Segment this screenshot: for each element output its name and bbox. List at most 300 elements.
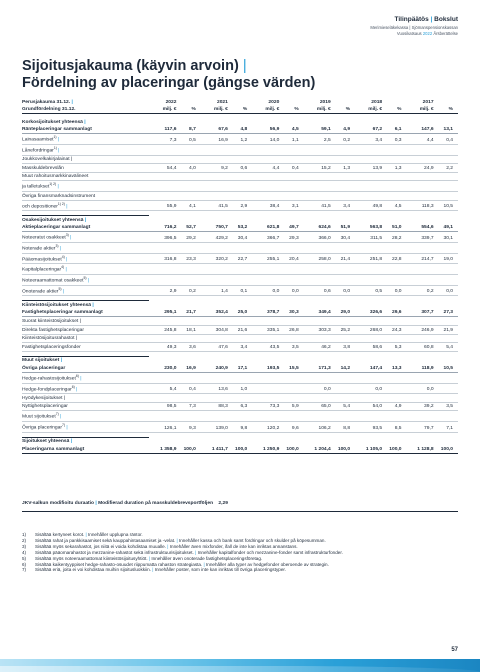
section-title-text: Korkosijoitukset yhteensä (22, 119, 83, 125)
empty-cell (304, 437, 332, 445)
percent-cell: 1,2 (229, 134, 252, 145)
value-cell (149, 411, 177, 422)
header-fi: Perusjakauma 31.12. (22, 99, 71, 105)
section-title-row (22, 216, 458, 224)
value-cell (355, 274, 383, 285)
footnote-separator: | (175, 537, 179, 543)
percent-cell (280, 192, 303, 201)
empty-cell (435, 301, 458, 309)
value-cell (304, 411, 332, 422)
empty-cell (149, 301, 177, 309)
page-header (370, 16, 458, 36)
row-label (22, 422, 149, 433)
empty-cell (280, 301, 303, 309)
percent-cell (280, 394, 303, 403)
percent-cell: 2,2 (435, 164, 458, 173)
percent-cell: 27,3 (435, 309, 458, 317)
empty-cell (252, 301, 280, 309)
percent-cell (177, 274, 200, 285)
percent-cell: 10,5 (435, 200, 458, 211)
value-cell: 47,6 (201, 343, 229, 352)
value-cell: 46,2 (304, 343, 332, 352)
percent-cell: 21,4 (332, 253, 355, 264)
section-title-sv: Övriga placeringar (22, 364, 149, 372)
value-cell (355, 394, 383, 403)
footnote-separator: | (84, 532, 89, 537)
value-cell (201, 394, 229, 403)
row-separator: | (64, 267, 67, 273)
percent-cell: 3,4 (332, 200, 355, 211)
footnote-ref: 1) 2) (49, 182, 57, 187)
value-cell (149, 394, 177, 403)
value-cell (201, 317, 229, 326)
empty-cell (407, 437, 435, 445)
value-cell (407, 334, 435, 343)
footnote-number: 4) (22, 549, 27, 555)
percent-cell: 0,0 (383, 285, 406, 296)
row-separator: | (86, 278, 90, 284)
empty-cell (280, 437, 303, 445)
percent-cell (229, 192, 252, 201)
empty-cell (383, 216, 406, 224)
row-separator: | (58, 415, 62, 420)
percent-cell: 30,4 (229, 232, 252, 243)
value-cell (149, 181, 177, 192)
section-separator: | (83, 217, 87, 223)
percent-cell: 29,3 (280, 232, 303, 243)
value-cell: 352,4 (201, 309, 229, 317)
value-cell (149, 264, 177, 275)
section-separator: | (91, 302, 94, 308)
percent-cell: 49,1 (435, 224, 458, 232)
row-label (22, 394, 149, 403)
empty-cell (149, 437, 177, 445)
header-separator: | (70, 99, 73, 105)
footnote-separator: | (166, 543, 170, 549)
value-cell (355, 192, 383, 201)
value-cell: 0,2 (407, 285, 435, 296)
row-label (22, 155, 149, 164)
header-separator: | (430, 16, 433, 23)
empty-cell (435, 437, 458, 445)
grand-total-separator: | (69, 439, 73, 445)
value-cell: 339,7 (407, 232, 435, 243)
value-cell: 214,7 (407, 253, 435, 264)
unit-pct: % (332, 106, 355, 114)
percent-cell: 5,9 (280, 402, 303, 411)
percent-cell: 21,9 (435, 325, 458, 334)
page-title (22, 58, 315, 92)
title-separator: | (242, 58, 247, 74)
year-header: 2020 (268, 99, 280, 105)
footnote-fi: Sisältää kaikentyyppiset hedge-rahasto-osuudet riippumatta rahaston strategiasta. (35, 561, 203, 567)
empty-cell (177, 301, 200, 309)
value-cell: 1 204,4 (304, 445, 332, 453)
row-label-text: Pääomasijoitukset (22, 257, 62, 263)
section-title-text: Kiinteistösijoitukset yhteensä (22, 302, 92, 308)
value-cell: 624,6 (304, 224, 332, 232)
row-label (22, 372, 149, 383)
section-title-text: Muut sijoitukset (22, 358, 60, 364)
empty-cell (201, 437, 229, 445)
empty-cell (252, 118, 280, 126)
footnote-number: 6) (22, 561, 27, 567)
value-cell: 98,5 (149, 402, 177, 411)
row-separator: | (58, 246, 62, 252)
footnote-sv: Innehåller upplupna räntor. (88, 532, 143, 537)
empty-cell (201, 356, 229, 364)
row-label (22, 264, 149, 275)
percent-cell (332, 145, 355, 156)
percent-cell: 24,3 (383, 325, 406, 334)
percent-cell (383, 264, 406, 275)
percent-cell: 2,9 (229, 200, 252, 211)
unit-eur: milj. € (355, 106, 383, 114)
row-label (22, 325, 149, 334)
table-row (22, 422, 458, 433)
value-cell: 1 105,0 (355, 445, 383, 453)
percent-cell (332, 383, 355, 394)
value-cell (252, 192, 280, 201)
value-cell: 1 128,8 (407, 445, 435, 453)
value-cell: 621,8 (252, 224, 280, 232)
table-header-row (22, 98, 458, 106)
value-cell (201, 274, 229, 285)
empty-cell (229, 301, 252, 309)
empty-cell (252, 216, 280, 224)
section-title-row (22, 356, 458, 364)
value-cell: 251,8 (355, 253, 383, 264)
percent-cell (332, 243, 355, 254)
value-cell (252, 145, 280, 156)
row-label (22, 253, 149, 264)
row-separator: | (64, 204, 68, 210)
value-cell (355, 264, 383, 275)
footnote-ref: 1) 2) (57, 201, 65, 206)
percent-cell: 13,3 (383, 364, 406, 372)
percent-cell (229, 317, 252, 326)
value-cell: 0,0 (355, 383, 383, 394)
percent-cell (435, 145, 458, 156)
percent-cell (229, 411, 252, 422)
value-cell: 311,5 (355, 232, 383, 243)
value-cell (355, 334, 383, 343)
row-label-text: Noterade aktier (22, 246, 56, 252)
footnote-fi: Sisältää rahat ja pankkisaamiset sekä kauppahintasaamiset ja -velat. (35, 537, 176, 543)
row-label-text: Lainasaamiset (22, 138, 54, 143)
value-cell (407, 145, 435, 156)
percent-cell (177, 317, 200, 326)
percent-cell: 51,0 (383, 224, 406, 232)
row-label-text: Onoterade aktier (22, 289, 59, 295)
percent-cell (332, 274, 355, 285)
percent-cell: 5,3 (383, 343, 406, 352)
value-cell (355, 172, 383, 181)
footnote-sv: Innehåller kassa och bank samt fordringar och skulder på köpesumman. (178, 537, 326, 543)
grand-total-row (22, 445, 458, 453)
empty-cell (332, 437, 355, 445)
value-cell: 15,2 (304, 164, 332, 173)
percent-cell (280, 372, 303, 383)
percent-cell (229, 334, 252, 343)
table-row (22, 243, 458, 254)
percent-cell: 22,7 (229, 253, 252, 264)
duration-value: 2,29 (218, 501, 228, 506)
percent-cell: 3,6 (177, 343, 200, 352)
value-cell: 230,0 (149, 364, 177, 372)
percent-cell (229, 372, 252, 383)
year-header-spacer (229, 98, 252, 106)
value-cell (407, 372, 435, 383)
value-cell: 60,8 (407, 343, 435, 352)
footnote-number: 2) (22, 537, 27, 543)
value-cell: 9,2 (201, 164, 229, 173)
percent-cell: 1,3 (383, 164, 406, 173)
percent-cell (332, 411, 355, 422)
empty-cell (201, 301, 229, 309)
value-cell: 295,1 (149, 309, 177, 317)
value-cell: 67,2 (355, 126, 383, 134)
value-cell (149, 243, 177, 254)
percent-cell (383, 172, 406, 181)
empty-cell (304, 216, 332, 224)
value-cell (304, 372, 332, 383)
footnote-sv: Innehåller alla typer av hedgefonder oberoende av strategin. (206, 561, 329, 567)
footnotes (22, 532, 452, 573)
footnote-ref: 5) (58, 286, 62, 291)
row-label (22, 172, 149, 181)
value-cell: 246,9 (407, 325, 435, 334)
value-cell: 0,0 (304, 383, 332, 394)
value-cell (149, 155, 177, 164)
section-title-text: Osakesijoitukset yhteensä (22, 217, 84, 223)
row-label (22, 232, 149, 243)
percent-cell (280, 334, 303, 343)
section-title-row (22, 118, 458, 126)
section-title-fi (22, 301, 149, 309)
value-cell (252, 243, 280, 254)
percent-cell (435, 192, 458, 201)
percent-cell (177, 243, 200, 254)
percent-cell (383, 181, 406, 192)
percent-cell (229, 243, 252, 254)
empty-cell (355, 301, 383, 309)
value-cell (304, 155, 332, 164)
value-cell (201, 243, 229, 254)
row-label-text: Noteeratut osakkeet (22, 236, 66, 242)
value-cell: 255,1 (252, 253, 280, 264)
value-cell (201, 181, 229, 192)
empty-cell (304, 301, 332, 309)
value-cell: 554,6 (407, 224, 435, 232)
row-separator: | (74, 387, 78, 393)
percent-cell: 29,6 (383, 309, 406, 317)
value-cell: 88,3 (201, 402, 229, 411)
empty-cell (177, 356, 200, 364)
percent-cell: 9,6 (280, 422, 303, 433)
value-cell: 1 250,9 (252, 445, 280, 453)
grand-total-text: Sijoitukset yhteensä (22, 439, 70, 445)
percent-cell: 17,1 (229, 364, 252, 372)
percent-cell: 30,3 (280, 309, 303, 317)
percent-cell: 15,5 (280, 364, 303, 372)
year-header-spacer (280, 98, 303, 106)
percent-cell: 25,0 (229, 309, 252, 317)
percent-cell (177, 264, 200, 275)
value-cell: 304,8 (201, 325, 229, 334)
percent-cell (332, 172, 355, 181)
value-cell: 58,6 (355, 343, 383, 352)
value-cell: 303,3 (304, 325, 332, 334)
table-row (22, 343, 458, 352)
unit-eur: milj. € (252, 106, 280, 114)
percent-cell: 1,0 (229, 383, 252, 394)
percent-cell (229, 394, 252, 403)
percent-cell: 4,9 (383, 402, 406, 411)
empty-cell (280, 356, 303, 364)
value-cell (355, 411, 383, 422)
value-cell: 240,9 (201, 364, 229, 372)
percent-cell (280, 181, 303, 192)
value-cell (201, 145, 229, 156)
value-cell: 0,5 (355, 285, 383, 296)
row-label (22, 181, 149, 192)
footnote-number: 1) (22, 532, 27, 537)
section-title-sv: Aktieplaceringar sammanlagt (22, 224, 149, 232)
table-header-label (22, 98, 149, 106)
value-cell (304, 172, 332, 181)
empty-cell (229, 118, 252, 126)
row-label-text: Övriga finansmarknadsinstrument (22, 193, 96, 199)
row-label-text: Joukkovelkakirjalainat | (22, 157, 73, 163)
empty-cell (332, 301, 355, 309)
value-cell: 5,4 (149, 383, 177, 394)
empty-cell (332, 216, 355, 224)
table-row (22, 383, 458, 394)
percent-cell: 29,0 (332, 309, 355, 317)
table-row (22, 181, 458, 192)
footnote-ref: 5) (83, 275, 87, 280)
value-cell: 0,0 (407, 383, 435, 394)
row-label-text: Lånefordringar (22, 148, 54, 154)
grand-total-title-row (22, 437, 458, 445)
row-label-text: Kapitalplaceringar (22, 267, 62, 273)
table-row (22, 402, 458, 411)
row-label (22, 145, 149, 156)
row-label-text: Noteeraamattomat osakkeet (22, 278, 84, 284)
percent-cell (383, 334, 406, 343)
footnote-ref: 3) (65, 233, 69, 238)
footnote-ref: 3) (55, 244, 59, 249)
value-cell: 41,5 (304, 200, 332, 211)
percent-cell: 4,1 (177, 200, 200, 211)
percent-cell: 1,3 (332, 164, 355, 173)
row-separator: | (56, 138, 60, 143)
value-cell (355, 181, 383, 192)
unit-pct: % (383, 106, 406, 114)
row-separator: | (78, 376, 82, 382)
percent-cell: 6,3 (229, 402, 252, 411)
table-row (22, 264, 458, 275)
value-cell: 378,7 (252, 309, 280, 317)
percent-cell (177, 145, 200, 156)
percent-cell: 0,1 (229, 285, 252, 296)
footnote-ref: 7) (55, 412, 59, 417)
row-label-text: Hedge-fondplaceringar (22, 387, 72, 393)
percent-cell: 0,4 (280, 164, 303, 173)
section-separator: | (82, 119, 86, 125)
footnote-separator: | (202, 561, 207, 567)
percent-cell (383, 394, 406, 403)
percent-cell: 3,5 (435, 402, 458, 411)
table-row (22, 172, 458, 181)
empty-cell (355, 118, 383, 126)
table-row (22, 145, 458, 156)
value-cell: 147,6 (407, 126, 435, 134)
section-title-fi (22, 216, 149, 224)
table-header-label-sv: Grundfördelning 31.12. (22, 106, 149, 114)
value-cell (252, 383, 280, 394)
allocation-table-body (22, 98, 458, 453)
percent-cell: 16,9 (177, 364, 200, 372)
percent-cell (177, 411, 200, 422)
empty-cell (407, 301, 435, 309)
empty-cell (355, 356, 383, 364)
value-cell (407, 155, 435, 164)
table-row (22, 372, 458, 383)
percent-cell (383, 192, 406, 201)
value-cell (201, 372, 229, 383)
section-title-row (22, 301, 458, 309)
value-cell (252, 372, 280, 383)
value-cell (201, 264, 229, 275)
row-label (22, 243, 149, 254)
percent-cell: 52,7 (177, 224, 200, 232)
footnote-number: 7) (22, 567, 27, 573)
section-title-fi (22, 118, 149, 126)
footer-wave-decoration (0, 659, 480, 672)
empty-cell (407, 118, 435, 126)
percent-cell (332, 264, 355, 275)
empty-cell (407, 216, 435, 224)
percent-cell (383, 145, 406, 156)
percent-cell: 0,0 (332, 285, 355, 296)
value-cell (252, 334, 280, 343)
year-header-spacer (435, 98, 458, 106)
row-label (22, 274, 149, 285)
value-cell: 13,9 (355, 164, 383, 173)
row-label-text: och depositioner (22, 204, 58, 210)
table-unit-row (22, 106, 458, 114)
value-cell (304, 243, 332, 254)
value-cell: 258,0 (304, 253, 332, 264)
value-cell (407, 243, 435, 254)
header-report-fi: Vuosikatsaus (396, 31, 422, 36)
value-cell (407, 317, 435, 326)
value-cell (407, 181, 435, 192)
percent-cell (435, 411, 458, 422)
value-cell (407, 411, 435, 422)
percent-cell: 9,3 (177, 422, 200, 433)
percent-cell (280, 172, 303, 181)
value-cell: 349,4 (304, 309, 332, 317)
percent-cell (229, 181, 252, 192)
percent-cell: 0,0 (280, 285, 303, 296)
value-cell: 56,9 (252, 126, 280, 134)
percent-cell (435, 243, 458, 254)
value-cell: 2,5 (304, 134, 332, 145)
percent-cell: 4,5 (383, 200, 406, 211)
